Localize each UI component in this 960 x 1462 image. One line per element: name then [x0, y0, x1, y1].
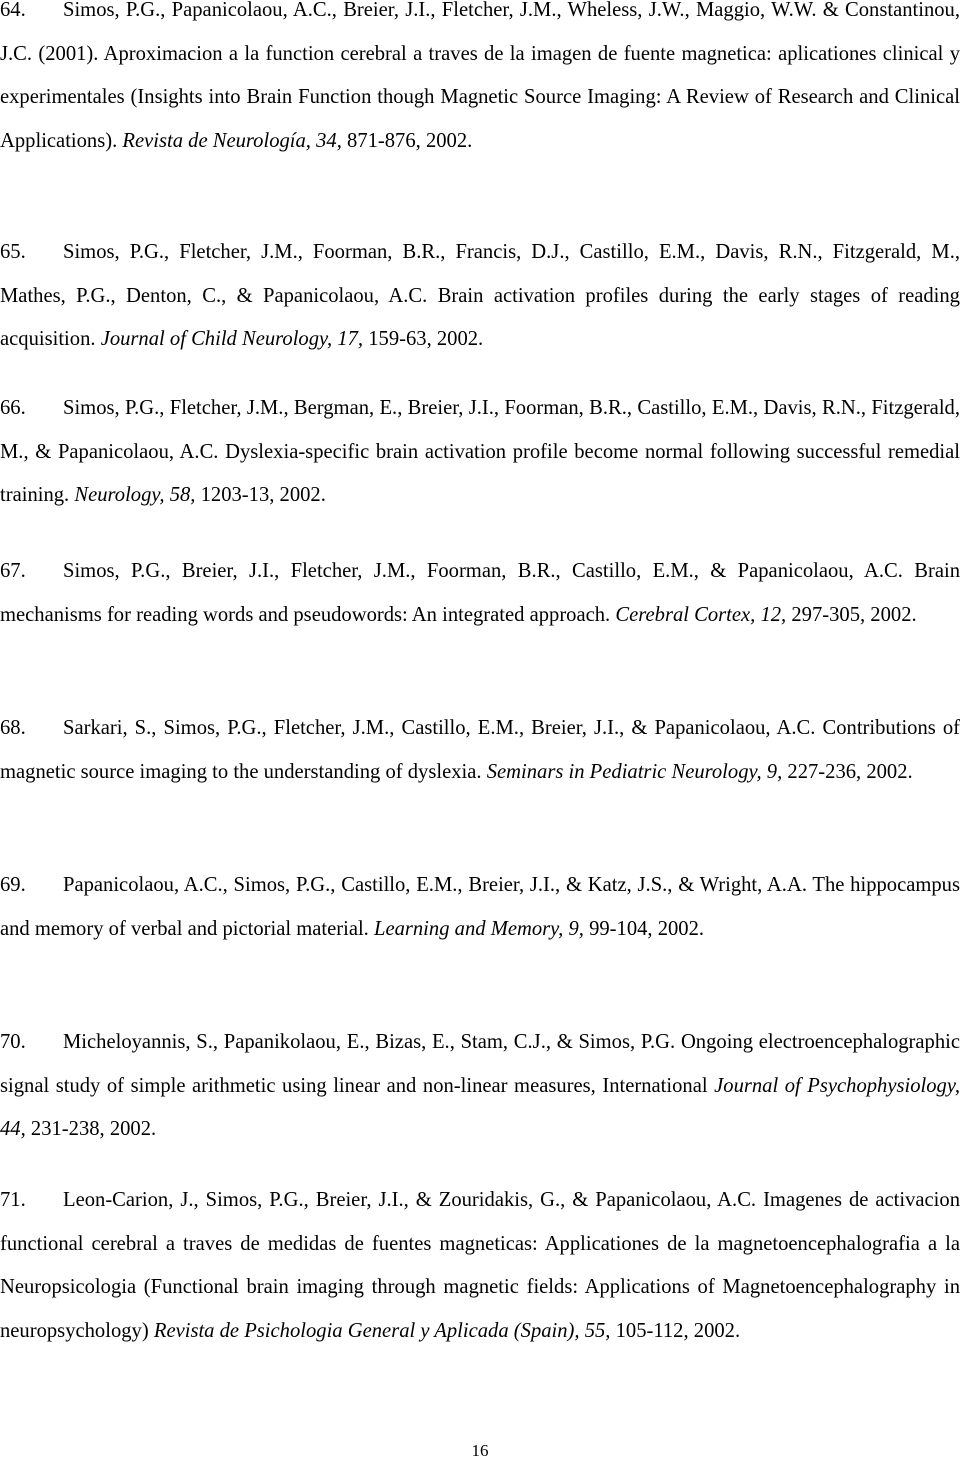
reference-number: 70. — [0, 1031, 26, 1053]
reference-authors: Simos, P.G., Breier, J.I., Fletcher, J.M., Foorman, B.R., Castillo, E.M., & Papanicolaou, A.C. — [63, 560, 903, 582]
reference-pages: 99-104, 2002. — [589, 917, 705, 940]
reference-65 — [0, 231, 960, 362]
reference-journal: Learning and Memory, 9, — [373, 917, 584, 940]
reference-title: Dyslexia-specific brain activation profile become normal following successful remedial training. — [0, 440, 960, 507]
reference-authors: Sarkari, S., Simos, P.G., Fletcher, J.M., Castillo, E.M., Breier, J.I., & Papanicolaou, A.C. — [63, 717, 816, 739]
reference-authors: Papanicolaou, A.C., Simos, P.G., Castillo, E.M., Breier, J.I., & Katz, J.S., & Wright, A.A. — [63, 874, 807, 896]
reference-title: Imagenes de activacion functional cerebral a traves de medidas de fuentes magneticas: Applicationes de la magnetoencephalografia a la Neuropsicologia (Functional brain imaging through magnetic fields: Applications of Magnetoencephalography in neuropsychology) — [0, 1189, 960, 1343]
page-number: 16 — [471, 1441, 489, 1460]
reference-authors: Leon-Carion, J., Simos, P.G., Breier, J.I., & Zouridakis, G., & Papanicolaou, A.C. — [63, 1189, 757, 1211]
reference-title: Aproximacion a la function cerebral a traves de la imagen de fuente magnetica: aplicationes clinical y experimentales (Insights into Brain Function though Magnetic Source Imaging: A Review of Research and Clinical Applications). — [0, 42, 960, 153]
reference-69 — [0, 864, 960, 951]
reference-number: 66. — [0, 397, 26, 419]
reference-pages: 227-236, 2002. — [787, 760, 913, 783]
reference-70 — [0, 1021, 960, 1152]
reference-pages: 159-63, 2002. — [368, 328, 484, 351]
reference-71 — [0, 1179, 960, 1354]
reference-journal: Seminars in Pediatric Neurology, 9, — [486, 760, 783, 783]
reference-journal-prefix: International — [602, 1074, 708, 1097]
reference-journal: Neurology, 58, — [74, 484, 196, 507]
reference-authors: Simos, P.G., Fletcher, J.M., Bergman, E., Breier, J.I., Foorman, B.R., Castillo, E.M., Davis, R.N., Fitzgerald, M., & Papanicolaou, A.C. — [0, 397, 960, 463]
reference-journal: Cerebral Cortex, 12, — [615, 603, 787, 626]
reference-number: 69. — [0, 874, 26, 896]
reference-64 — [0, 0, 960, 164]
reference-authors: Simos, P.G., Papanicolaou, A.C., Breier, J.I., Fletcher, J.M., Wheless, J.W., Maggio, W.W. & Constantinou, J.C. (2001). — [0, 0, 960, 65]
reference-title: Brain activation profiles during the early stages of reading acquisition. — [0, 284, 960, 351]
reference-authors: Micheloyannis, S., Papanikolaou, E., Bizas, E., Stam, C.J., & Simos, P.G. — [63, 1031, 676, 1053]
reference-journal: Journal of Child Neurology, 17, — [100, 328, 364, 351]
reference-number: 71. — [0, 1189, 26, 1211]
reference-title: Contributions of magnetic source imaging to the understanding of dyslexia. — [0, 717, 960, 783]
reference-68 — [0, 707, 960, 794]
reference-journal: Journal of Psychophysiology, 44, — [0, 1074, 960, 1141]
reference-title: The hippocampus and memory of verbal and pictorial material. — [0, 874, 960, 940]
reference-67 — [0, 550, 960, 637]
reference-journal: Revista de Neurología, 34, — [122, 130, 342, 153]
reference-authors: Simos, P.G., Fletcher, J.M., Foorman, B.R., Francis, D.J., Castillo, E.M., Davis, R.N., Fitzgerald, M., Mathes, P.G., Denton, C., & Papanicolaou, A.C. — [0, 241, 960, 307]
reference-number: 64. — [0, 0, 26, 21]
reference-title: Ongoing electroencephalographic signal study of simple arithmetic using linear and non-linear measures, — [0, 1031, 960, 1097]
reference-title: Brain mechanisms for reading words and pseudowords: An integrated approach. — [0, 560, 960, 626]
reference-pages: 105-112, 2002. — [615, 1320, 741, 1343]
reference-journal: Revista de Psichologia General y Aplicada (Spain), 55, — [153, 1320, 611, 1343]
reference-number: 65. — [0, 241, 26, 263]
reference-number: 68. — [0, 717, 26, 739]
reference-pages: 871-876, 2002. — [347, 130, 473, 153]
reference-pages: 231-238, 2002. — [30, 1118, 157, 1141]
reference-66 — [0, 387, 960, 518]
reference-pages: 297-305, 2002. — [791, 603, 917, 626]
reference-number: 67. — [0, 560, 26, 582]
reference-pages: 1203-13, 2002. — [200, 484, 326, 507]
